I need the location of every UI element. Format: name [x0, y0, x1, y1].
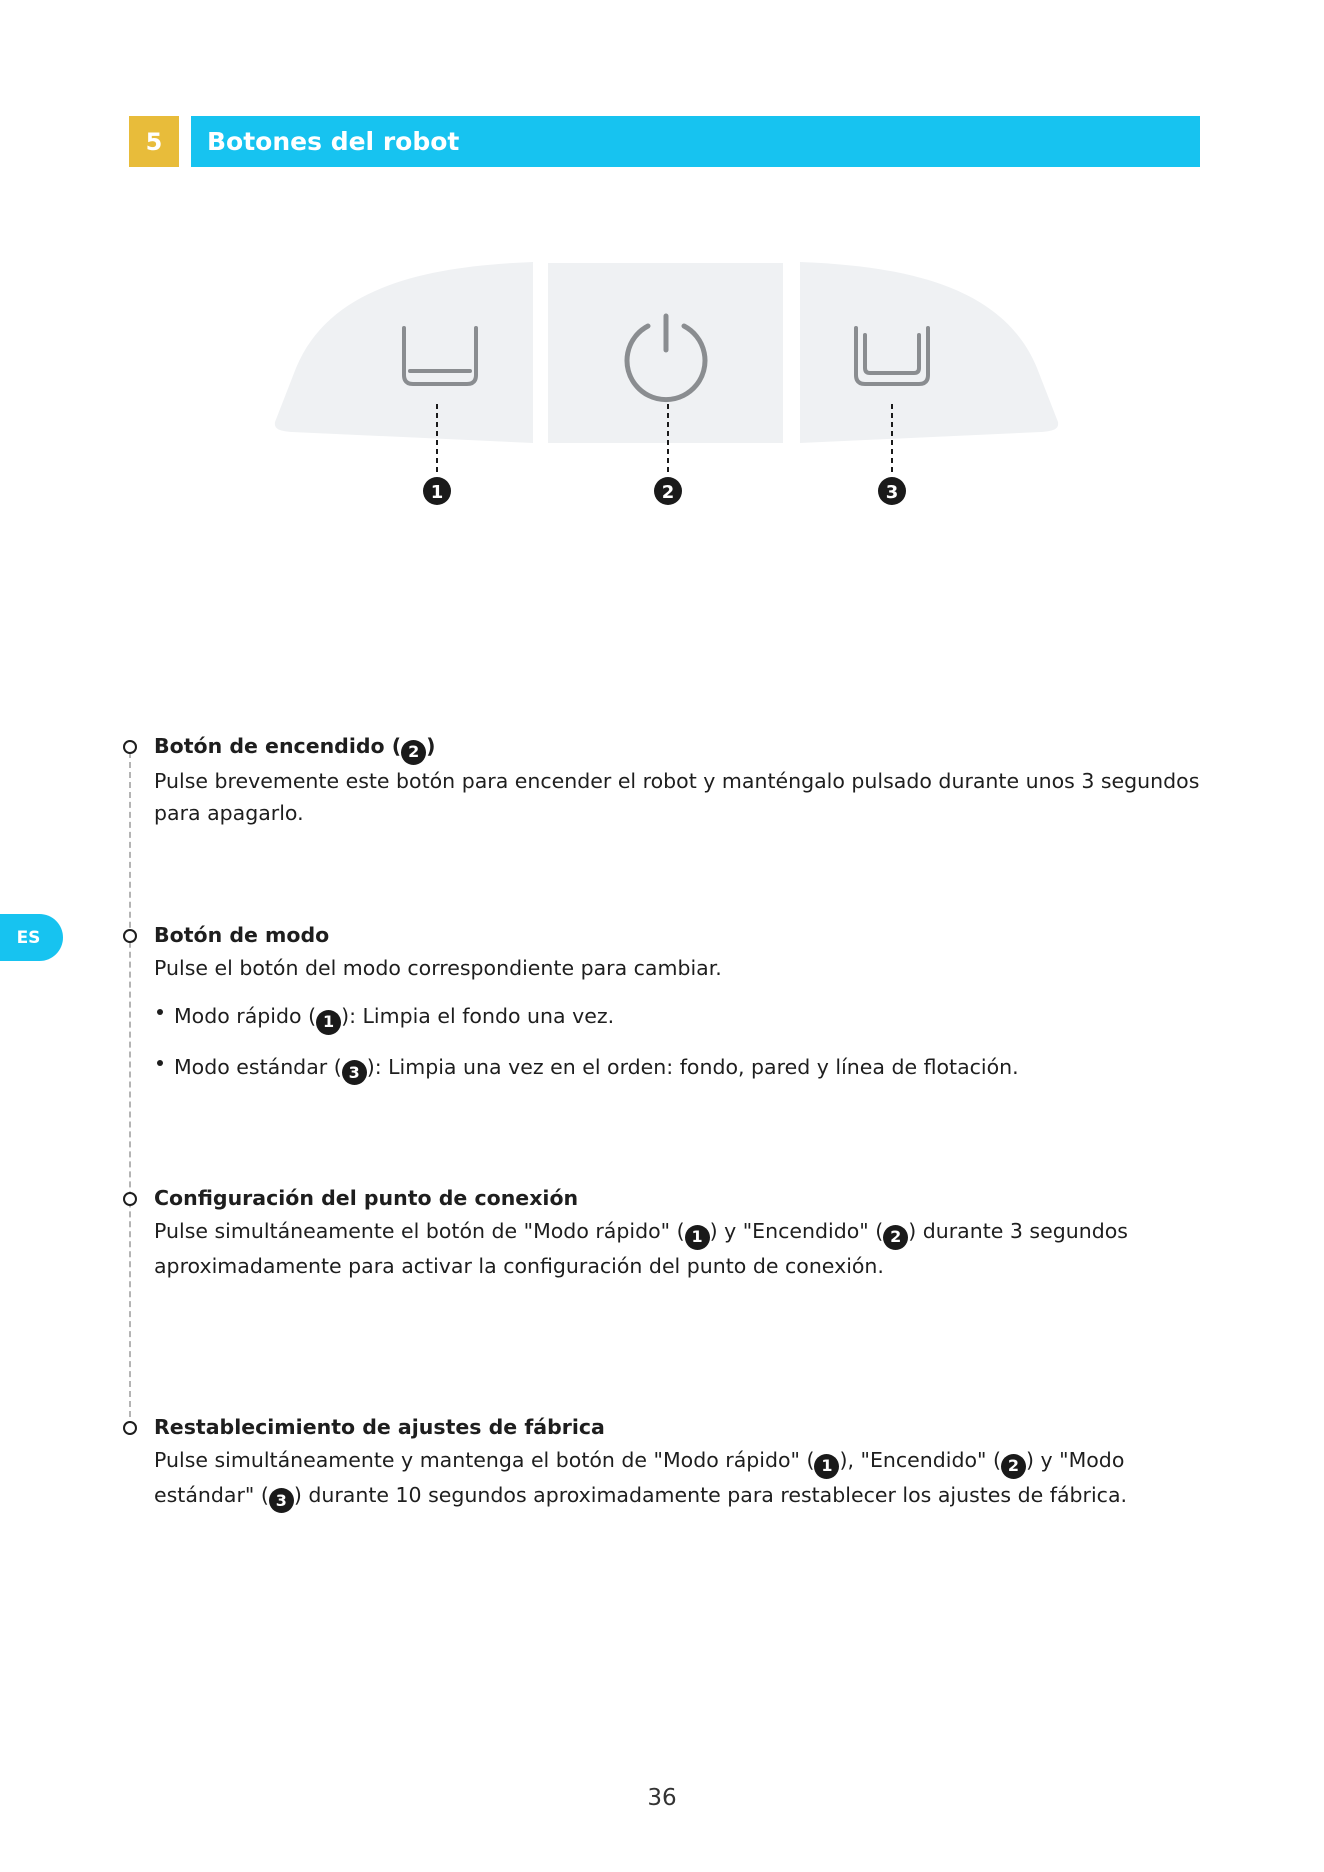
power-button-section — [154, 729, 1214, 829]
reset-text-1: Pulse simultáneamente y mantenga el botón de "Modo rápido" ( — [154, 1448, 815, 1472]
bullet-dot — [157, 1009, 163, 1015]
factory-reset-section — [154, 1410, 1214, 1513]
timeline-node-reset — [123, 1421, 137, 1435]
callout-1 — [423, 477, 451, 505]
mode-section-body: Pulse el botón del modo correspondiente para cambiar. — [154, 956, 722, 980]
badge-3: 3 — [342, 1060, 367, 1085]
power-title-text: Botón de encendido ( — [154, 734, 402, 758]
bullet-standard-post: ): Limpia una vez en el orden: fondo, pared y línea de flotación. — [366, 1054, 1019, 1079]
bullet-standard-pre: Modo estándar ( — [174, 1054, 342, 1079]
reset-text-4: ) durante 10 segundos aproximadamente para restablecer los ajustes de fábrica. — [293, 1482, 1128, 1507]
bullet-standard-mode — [154, 1051, 1214, 1086]
timeline-node-power — [123, 740, 137, 754]
timeline-node-mode — [123, 929, 137, 943]
language-tab — [0, 914, 63, 961]
badge-2: 2 — [401, 740, 426, 765]
timeline-node-hotspot — [123, 1192, 137, 1206]
reset-text-3: ) y "Modo estándar" ( — [154, 1448, 1125, 1507]
hotspot-section-body — [154, 1215, 1214, 1282]
language-label: ES — [16, 927, 41, 948]
bullet-quick-pre: Modo rápido ( — [174, 1004, 317, 1028]
mode-button-section — [154, 918, 1214, 1085]
bullet-dot — [157, 1060, 163, 1066]
badge-2: 2 — [1001, 1454, 1026, 1479]
badge-2: 2 — [883, 1225, 908, 1250]
reset-section-body — [154, 1444, 1214, 1513]
page-number: 36 — [647, 1785, 677, 1811]
callout-3 — [878, 477, 906, 505]
hotspot-text-2: ) y "Encendido" ( — [709, 1219, 884, 1243]
section-number: 5 — [129, 116, 179, 167]
hotspot-section — [154, 1181, 1214, 1282]
hotspot-section-title: Configuración del punto de conexión — [154, 1186, 579, 1210]
robot-buttons-illustration — [0, 0, 1324, 540]
timeline-line — [129, 752, 131, 1427]
badge-3: 3 — [269, 1488, 294, 1513]
badge-1: 1 — [316, 1010, 341, 1035]
callout-2-label: 2 — [661, 482, 675, 503]
reset-text-2: ), "Encendido" ( — [839, 1448, 1001, 1472]
hotspot-text-3: ) durante 3 segundos aproximadamente para activar la configuración del punto de conexión. — [154, 1219, 1128, 1278]
callout-1-label: 1 — [430, 482, 444, 503]
power-button-panel — [548, 263, 783, 443]
callout-2 — [654, 477, 682, 505]
mode-section-title: Botón de modo — [154, 923, 330, 947]
bullet-quick-mode — [154, 1000, 1214, 1035]
bullet-quick-post: ): Limpia el fondo una vez. — [341, 1004, 615, 1028]
hotspot-text-1: Pulse simultáneamente el botón de "Modo rápido" ( — [154, 1219, 685, 1243]
callout-3-label: 3 — [885, 482, 899, 503]
power-section-title — [154, 729, 1214, 765]
power-section-body: Pulse brevemente este botón para encender el robot y manténgalo pulsado durante unos 3 segundos para apagarlo. — [154, 768, 1200, 825]
badge-1: 1 — [685, 1225, 710, 1250]
badge-1: 1 — [814, 1454, 839, 1479]
power-title-end: ) — [426, 734, 436, 758]
section-title: Botones del robot — [207, 127, 460, 156]
reset-section-title: Restablecimiento de ajustes de fábrica — [154, 1415, 605, 1439]
